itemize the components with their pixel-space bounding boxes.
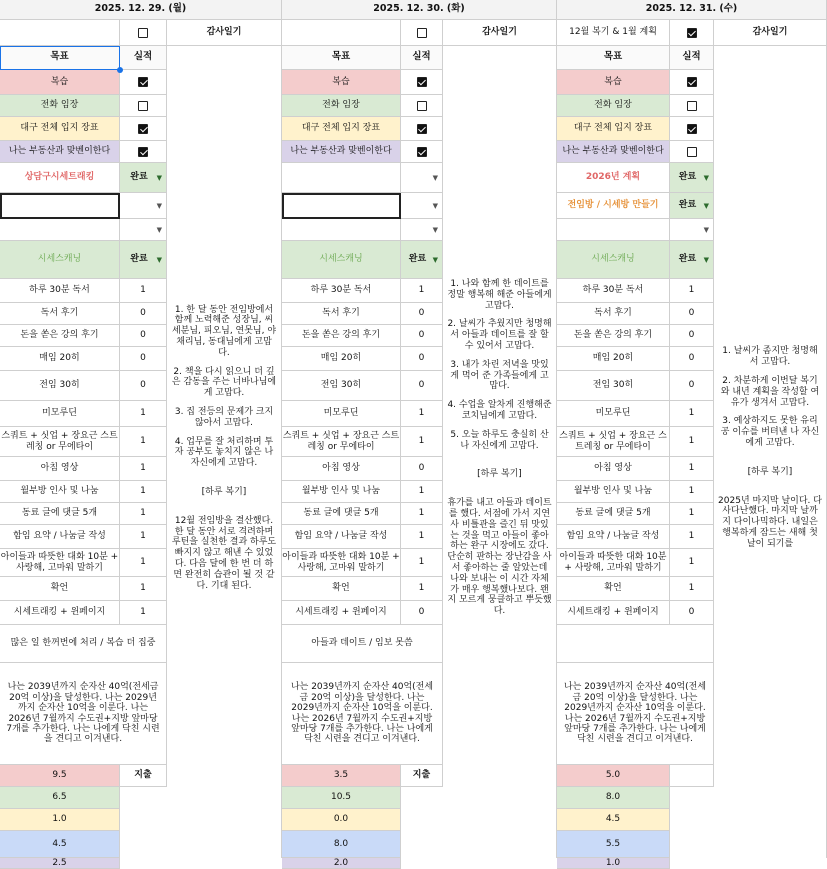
goal-check-cell[interactable] (401, 95, 443, 117)
goal-check-cell[interactable] (120, 117, 167, 141)
top-checkbox[interactable] (417, 28, 427, 38)
habit-value[interactable]: 0 (120, 347, 167, 371)
time-value: 1.0 (557, 858, 670, 869)
goal-check-cell[interactable] (120, 95, 167, 117)
goal-checkbox[interactable] (138, 101, 148, 111)
goal-label: 나는 부동산과 맞벤이한다 (0, 141, 120, 163)
goal-label: 전화 임장 (0, 95, 120, 117)
habit-value[interactable]: 0 (401, 601, 443, 625)
top-checkbox-cell[interactable] (401, 20, 443, 46)
habit-label: 함임 요약 / 나눔글 작성 (282, 525, 401, 549)
plan-note-cell[interactable]: 12월 복기 & 1월 계획 (557, 20, 670, 46)
habit-value[interactable]: 1 (401, 525, 443, 549)
top-checkbox[interactable] (687, 28, 697, 38)
goal-check-cell[interactable] (120, 141, 167, 163)
habit-label: 함임 요약 / 나눔글 작성 (557, 525, 670, 549)
journal-line: 2025년 마지막 날이다. 다사다난했다. 마지막 날까지 다이나믹하다. 내일은 행복하게 잠드는 새해 첫 날이 되기를 (718, 495, 822, 549)
goal-checkbox[interactable] (417, 147, 427, 157)
goal-check-cell[interactable] (670, 70, 714, 95)
journal-line: 3. 내가 차린 저녁을 맛있게 먹어 준 가족들에게 고맙다. (450, 359, 549, 392)
time-label (670, 765, 714, 787)
habit-value[interactable]: 1 (401, 481, 443, 503)
habit-label: 확언 (557, 577, 670, 601)
habit-label: 시세트래킹 + 윈페이지 (557, 601, 670, 625)
habit-section-status[interactable] (401, 241, 443, 279)
journal-line: 5. 오늘 하루도 충실히 산 나 자신에게 고맙다. (450, 429, 549, 451)
habit-value[interactable]: 0 (670, 601, 714, 625)
time-value: 4.5 (557, 809, 670, 831)
task-label[interactable] (282, 219, 401, 241)
goal-label: 나는 부동산과 맞벤이한다 (557, 141, 670, 163)
habit-label: 독서 후기 (0, 303, 120, 325)
status-value: 완료 (130, 254, 148, 265)
habit-value[interactable]: 1 (670, 577, 714, 601)
task-status-select[interactable] (401, 193, 443, 219)
journal-line: 2. 날씨가 추웠지만 청명해서 아들과 데이트를 잘 할 수 있어서 고맙다. (447, 319, 552, 352)
habit-value[interactable]: 1 (120, 457, 167, 481)
habit-label: 돈을 쏟은 강의 후기 (557, 325, 670, 347)
habit-value[interactable]: 0 (120, 303, 167, 325)
journal-line: 4. 업무를 잘 처리하며 투자 공부도 놓치지 않은 나 자신에게 고맙다. (174, 436, 274, 469)
status-value: 완료 (678, 200, 697, 211)
habit-label: 전임 30히 (282, 371, 401, 401)
journal-spacer (718, 486, 822, 496)
goal-checkbox[interactable] (687, 77, 697, 87)
chevron-down-icon[interactable]: ▼ (156, 201, 162, 210)
journal-title: 감사일기 (443, 20, 557, 46)
habit-value[interactable]: 0 (670, 347, 714, 371)
habit-label: 월부방 인사 및 나눔 (282, 481, 401, 503)
habit-label: 미모루딘 (0, 401, 120, 427)
journal-title: 감사일기 (167, 20, 282, 46)
habit-label: 미모루딘 (282, 401, 401, 427)
task-label[interactable] (0, 193, 120, 219)
gratitude-journal[interactable] (443, 46, 557, 858)
journal-line: 4. 수업을 알차게 진행해준 코치님에게 고맙다. (447, 400, 552, 421)
habit-value[interactable]: 0 (120, 371, 167, 401)
habit-value[interactable]: 1 (120, 279, 167, 303)
journal-spacer (171, 477, 277, 487)
time-label: 지출 (401, 765, 443, 787)
goal-label: 전화 임장 (282, 95, 401, 117)
habit-section-status[interactable] (670, 241, 714, 279)
goal-label: 나는 부동산과 맞벤이한다 (282, 141, 401, 163)
goal-checkbox[interactable] (417, 124, 427, 134)
habit-value[interactable]: 1 (670, 481, 714, 503)
chevron-down-icon[interactable]: ▼ (703, 255, 709, 264)
goal-check-cell[interactable] (401, 117, 443, 141)
habit-value[interactable]: 1 (670, 457, 714, 481)
habit-label: 아침 영상 (282, 457, 401, 481)
habit-value[interactable]: 1 (401, 279, 443, 303)
chevron-down-icon[interactable]: ▼ (432, 173, 438, 182)
habit-section-label: 시세스캐닝 (0, 241, 120, 279)
journal-spacer (171, 506, 277, 516)
gratitude-journal[interactable] (167, 46, 282, 858)
date-header: 2025. 12. 30. (화) (282, 0, 557, 20)
habit-value[interactable]: 1 (120, 549, 167, 577)
goal-label: 복습 (282, 70, 401, 95)
goal-checkbox[interactable] (138, 77, 148, 87)
habit-label: 하루 30분 독서 (0, 279, 120, 303)
goal-header: 목표 (282, 46, 401, 70)
habit-label: 돈을 쏟은 강의 후기 (0, 325, 120, 347)
habit-value[interactable]: 1 (401, 549, 443, 577)
time-value: 5.0 (557, 765, 670, 787)
habit-label: 동료 글에 댓글 5개 (557, 503, 670, 525)
time-value: 1.0 (0, 809, 120, 831)
goal-check-cell[interactable] (670, 117, 714, 141)
memo-cell[interactable]: 아들과 데이트 / 임보 못씀 (282, 625, 443, 663)
habit-label: 전임 30히 (557, 371, 670, 401)
goal-check-cell[interactable] (401, 141, 443, 163)
time-value: 8.0 (557, 787, 670, 809)
chevron-down-icon[interactable]: ▼ (703, 173, 709, 182)
habit-label: 스쿼트 + 싯업 + 장요근 스트레칭 or 무에타이 (557, 427, 670, 457)
selected-cell-outline (0, 46, 120, 70)
affirmation-text: 나는 2039년까지 순자산 40억(전세금 20억 이상)을 달성한다. 나는 2029년까지 순자산 10억을 이룬다. 나는 2026년 7월까지 수도권+지방 앞마당 7개를 추가한다. 나는 나에게 닥친 시련을 견디고 이겨낸다. (282, 663, 443, 765)
habit-value[interactable]: 1 (670, 525, 714, 549)
habit-value[interactable]: 1 (120, 601, 167, 625)
habit-value[interactable]: 0 (670, 371, 714, 401)
habit-label: 독서 후기 (557, 303, 670, 325)
goal-checkbox[interactable] (687, 101, 697, 111)
habit-label: 매임 20히 (557, 347, 670, 371)
goal-check-cell[interactable] (401, 70, 443, 95)
task-status-select[interactable] (120, 163, 167, 193)
task-status-select[interactable] (670, 163, 714, 193)
goal-header: 목표 (557, 46, 670, 70)
affirmation-text: 나는 2039년까지 순자산 40억(전세금 20억 이상)을 달성한다. 나는 2029년까지 순자산 10억을 이룬다. 나는 2026년 7월까지 수도권+지방 앞마당 7개를 추가한다. 나는 나에게 닥친 시련을 견디고 이겨낸다. (0, 663, 167, 765)
status-value: 완료 (130, 172, 148, 183)
date-header: 2025. 12. 29. (월) (0, 0, 282, 20)
habit-value[interactable]: 1 (670, 503, 714, 525)
journal-spacer (447, 488, 552, 498)
habit-label: 아이들과 따뜻한 대화 10분 + 사랑해, 고마워 말하기 (0, 549, 120, 577)
time-label: 지출 (120, 765, 167, 787)
habit-value[interactable]: 1 (120, 481, 167, 503)
habit-value[interactable]: 1 (401, 577, 443, 601)
goal-label: 전화 임장 (557, 95, 670, 117)
journal-line: 3. 집 전등의 문제가 크지 않아서 고맙다. (174, 407, 274, 428)
chevron-down-icon[interactable]: ▼ (432, 201, 438, 210)
chevron-down-icon[interactable]: ▼ (432, 255, 438, 264)
habit-label: 아침 영상 (0, 457, 120, 481)
goal-checkbox[interactable] (138, 147, 148, 157)
goal-check-cell[interactable] (670, 141, 714, 163)
chevron-down-icon[interactable]: ▼ (703, 225, 709, 234)
habit-value[interactable]: 1 (401, 503, 443, 525)
goal-label: 대구 전체 입지 장표 (282, 117, 401, 141)
habit-label: 확언 (282, 577, 401, 601)
journal-line: 휴가를 내고 아들과 데이트를 했다. 서점에 가서 지연사 비틀관을 즐긴 뒤 맛있는 것을 먹고 아들이 좋아하는 완구 시장에도 갔다. 단순히 판하는 장난감을 사서 좋아하는 줄 알았는데 나와 보내는 이 시간 자체가 매우 행복했나보다. 왠지 모르게 뭉클하고 뿌듯했다. (447, 498, 552, 617)
chevron-down-icon[interactable]: ▼ (703, 201, 709, 210)
time-value: 9.5 (0, 765, 120, 787)
goal-label: 복습 (0, 70, 120, 95)
habit-label: 돈을 쏟은 강의 후기 (282, 325, 401, 347)
habit-label: 미모루딘 (557, 401, 670, 427)
gratitude-journal[interactable] (714, 46, 827, 858)
habit-section-status[interactable] (120, 241, 167, 279)
habit-value[interactable]: 0 (670, 325, 714, 347)
time-value: 8.0 (282, 831, 401, 858)
habit-value[interactable]: 1 (120, 525, 167, 549)
habit-value[interactable]: 1 (401, 401, 443, 427)
goal-checkbox[interactable] (687, 147, 697, 157)
plan-note-cell[interactable] (282, 20, 401, 46)
journal-title: 감사일기 (714, 20, 827, 46)
habit-label: 동료 글에 댓글 5개 (0, 503, 120, 525)
task-status-select[interactable] (120, 193, 167, 219)
time-value: 2.0 (282, 858, 401, 869)
chevron-down-icon[interactable]: ▼ (432, 225, 438, 234)
habit-value[interactable]: 1 (120, 401, 167, 427)
habit-label: 아침 영상 (557, 457, 670, 481)
goal-checkbox[interactable] (417, 101, 427, 111)
task-label[interactable]: 2026년 계획 (557, 163, 670, 193)
chevron-down-icon[interactable]: ▼ (156, 255, 162, 264)
journal-line: 3. 예상하지도 못한 유리공 이슈를 버텨낸 나 자신에게 고맙다. (720, 416, 820, 448)
habit-label: 월부방 인사 및 나눔 (0, 481, 120, 503)
habit-label: 매임 20히 (0, 347, 120, 371)
goal-check-cell[interactable] (120, 70, 167, 95)
task-status-select[interactable] (401, 163, 443, 193)
goal-checkbox[interactable] (138, 124, 148, 134)
task-status-select[interactable] (670, 219, 714, 241)
time-value: 2.5 (0, 858, 120, 869)
memo-cell[interactable] (557, 625, 714, 663)
habit-label: 매임 20히 (282, 347, 401, 371)
habit-label: 하루 30분 독서 (557, 279, 670, 303)
journal-line: [하루 복기] (747, 466, 793, 477)
chevron-down-icon[interactable]: ▼ (156, 225, 162, 234)
affirmation-text: 나는 2039년까지 순자산 40억(전세금 20억 이상)을 달성한다. 나는 2029년까지 순자산 10억을 이룬다. 나는 2026년 7월까지 수도권+지방 앞마당 7개를 추가한다. 나는 나에게 닥친 시련을 견디고 이겨낸다. (557, 663, 714, 765)
task-label[interactable]: 전임방 / 시세방 만들기 (557, 193, 670, 219)
goal-label: 대구 전체 입지 장표 (557, 117, 670, 141)
status-value: 완료 (678, 172, 697, 183)
habit-label: 스쿼트 + 싯업 + 장요근 스트레칭 or 무에타이 (0, 427, 120, 457)
status-value: 완료 (678, 254, 697, 265)
time-value: 0.0 (282, 809, 401, 831)
task-label[interactable] (0, 219, 120, 241)
goal-label: 대구 전체 입지 장표 (0, 117, 120, 141)
habit-value[interactable]: 1 (401, 427, 443, 457)
habit-section-label: 시세스캐닝 (282, 241, 401, 279)
time-value: 4.5 (0, 831, 120, 858)
habit-value[interactable]: 0 (120, 325, 167, 347)
top-checkbox[interactable] (138, 28, 148, 38)
result-header: 실적 (120, 46, 167, 70)
habit-value[interactable]: 1 (670, 549, 714, 577)
task-label[interactable] (282, 193, 401, 219)
memo-cell[interactable]: 많은 일 한꺼번에 처리 / 복습 더 집중 (0, 625, 167, 663)
habit-label: 아이들과 따뜻한 대화 10분 + 사랑해, 고마워 말하기 (557, 549, 670, 577)
result-header: 실적 (670, 46, 714, 70)
journal-spacer (447, 459, 552, 469)
journal-line: 12월 전임방을 결산했다. 한 달 동안 서로 격려하며 루틴을 실천한 결과 하루도 빠지지 않고 해낸 수 있었다. 다음 달에 한 번 더 하면 완전히 습관이 될 것 같다. 기대 된다. (171, 515, 277, 591)
habit-value[interactable]: 0 (401, 457, 443, 481)
task-label[interactable] (557, 219, 670, 241)
chevron-down-icon[interactable]: ▼ (156, 173, 162, 182)
habit-value[interactable]: 1 (120, 427, 167, 457)
goal-check-cell[interactable] (670, 95, 714, 117)
habit-label: 독서 후기 (282, 303, 401, 325)
habit-label: 시세트래킹 + 윈페이지 (282, 601, 401, 625)
time-value: 10.5 (282, 787, 401, 809)
habit-value[interactable]: 1 (670, 427, 714, 457)
journal-line: 2. 책을 다시 읽으니 더 깊은 감동을 주는 너바나님에게 고맙다. (171, 366, 277, 399)
habit-label: 함임 요약 / 나눔글 작성 (0, 525, 120, 549)
top-checkbox-cell[interactable] (670, 20, 714, 46)
habit-value[interactable]: 0 (670, 303, 714, 325)
habit-label: 월부방 인사 및 나눔 (557, 481, 670, 503)
goal-checkbox[interactable] (687, 124, 697, 134)
habit-value[interactable]: 0 (401, 325, 443, 347)
task-label[interactable] (282, 163, 401, 193)
habit-section-label: 시세스캐닝 (557, 241, 670, 279)
goal-checkbox[interactable] (417, 77, 427, 87)
task-label[interactable]: 상담구시세트래킹 (0, 163, 120, 193)
habit-label: 하루 30분 독서 (282, 279, 401, 303)
time-value: 3.5 (282, 765, 401, 787)
journal-line: 1. 날씨가 좀지만 청명해서 고맙다. (722, 346, 818, 368)
task-status-select[interactable] (401, 219, 443, 241)
habit-value[interactable]: 0 (401, 371, 443, 401)
habit-label: 동료 글에 댓글 5개 (282, 503, 401, 525)
habit-label: 전임 30히 (0, 371, 120, 401)
journal-line: [하루 복기] (477, 469, 522, 480)
journal-line: 1. 나와 함께 한 데이트를 정말 행복해 해준 아들에게 고맙다. (447, 279, 552, 311)
journal-line: 1. 한 달 동안 전임방에서 함께 노력해준 성장님, 씨세분님, 피오님, 연못님, 야채리님, 동대님에게 고맙다. (171, 304, 277, 358)
journal-line: 2. 차분하게 이번달 복기와 내년 계획을 작성할 여유가 생겨서 고맙다. (720, 376, 820, 408)
task-status-select[interactable] (120, 219, 167, 241)
date-header: 2025. 12. 31. (수) (557, 0, 827, 20)
task-status-select[interactable] (670, 193, 714, 219)
goal-label: 복습 (557, 70, 670, 95)
habit-label: 확언 (0, 577, 120, 601)
top-checkbox-cell[interactable] (120, 20, 167, 46)
status-value: 완료 (408, 254, 427, 265)
journal-spacer (718, 457, 822, 467)
journal-line: [하루 복기] (201, 486, 247, 497)
time-value: 6.5 (0, 787, 120, 809)
habit-label: 아이들과 따뜻한 대화 10분 + 사랑해, 고마워 말하기 (282, 549, 401, 577)
habit-value[interactable]: 1 (120, 503, 167, 525)
habit-value[interactable]: 0 (401, 303, 443, 325)
time-value: 5.5 (557, 831, 670, 858)
habit-value[interactable]: 1 (120, 577, 167, 601)
habit-label: 시세트래킹 + 윈페이지 (0, 601, 120, 625)
habit-value[interactable]: 1 (670, 401, 714, 427)
result-header: 실적 (401, 46, 443, 70)
habit-value[interactable]: 0 (401, 347, 443, 371)
habit-label: 스쿼트 + 싯업 + 장요근 스트레칭 or 무에타이 (282, 427, 401, 457)
habit-value[interactable]: 1 (670, 279, 714, 303)
plan-note-cell[interactable] (0, 20, 120, 46)
goal-header: 목표 (0, 46, 120, 70)
